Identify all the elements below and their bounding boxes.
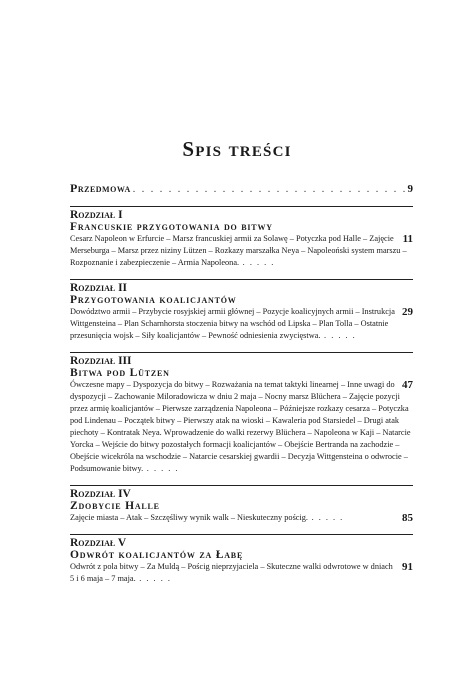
chapter-number: Rozdział IV [70,488,131,500]
dot-leader: . . . . . [320,331,357,340]
chapter-description: Ówczesne mapy – Dyspozycja do bitwy – Rozważania na temat taktyki linearnej – Inne uwagi do dyspozycji – Zachowanie Miloradowicza w dniu 2 maja – Nocny marsz Blüchera – Zajęcie pozycji przez armię koalicjantów – Pierwsze zarządzenia Napoleona – Późniejsze rozkazy cesarza – Potyczka pod Lindenau – Początek bitwy – Pierwszy atak na wioski – Kawaleria pod Starsiedel – Drugi atak piechoty – Kontratak Neya. Wprowadzenie do walki rezerwy Blüchera – Napoleona w Kaji – Natarcie Yorcka – Wejście do bitwy pozostałych formacji koalicjantów – Obejście Bertranda na zachodzie – Obejście wicekróla na wschodzie – Natarcie cesarskiej gwardii – Decyzja Wittgensteina o odwrocie – Podsumowanie bitwy. . . . . . [70,380,411,473]
chapter-leader-and-page [320,331,356,340]
chapter-number: Rozdział I [70,209,123,221]
chapter-page-number: 91 [402,561,413,573]
chapter-description-row [70,512,413,524]
chapter-title: Przygotowania koalicjantów [70,294,237,306]
chapter-title: Odwrót koalicjantów za Łabę [70,549,244,561]
toc-chapter-entry[interactable] [70,485,413,524]
toc-chapter-entry[interactable] [70,534,413,585]
chapter-description-row [70,561,413,585]
chapter-list [70,206,413,585]
chapter-title: Bitwa pod Lützen [70,367,170,379]
chapter-number: Rozdział III [70,355,132,367]
toc-chapter-entry[interactable] [70,352,413,475]
chapter-description: Zajęcie miasta – Atak – Szczęśliwy wynik walk – Nieskuteczny pościg. . . . . . [70,513,344,522]
preface-label: Przedmowa [70,181,131,195]
chapter-page-number: 47 [402,379,413,391]
dot-leader [133,184,406,195]
chapter-number: Rozdział V [70,537,127,549]
dot-leader: . . . . . [239,258,275,267]
dot-leader: . . . . . [143,464,179,473]
chapter-description-row [70,379,413,475]
toc-chapter-entry[interactable] [70,279,413,342]
chapter-number: Rozdział II [70,282,128,294]
table-of-contents [70,181,413,585]
chapter-description-row [70,306,413,342]
toc-preface-entry[interactable] [70,181,413,196]
toc-chapter-entry[interactable] [70,206,413,269]
dot-leader: . . . . . [308,513,344,522]
chapter-title: Francuskie przygotowania do bitwy [70,221,273,233]
chapter-description: Odwrót z pola bitwy – Za Muldą – Pościg nieprzyjaciela – Skuteczne walki odwrotowe w dniach 5 i 6 maja – 7 maja. . . . . . [70,562,393,583]
chapter-description: Dowództwo armii – Przybycie rosyjskiej armii głównej – Pozycje koalicyjnych armii – Instrukcja Wittgensteina – Plan Scharnhorsta stoczenia bitwy na wschód od Lipska – Plan Tolla – Ostatnie przesunięcia wojsk – Siły koalicjantów – Pewność odniesienia zwycięstwa. . . . . . [70,307,395,340]
dot-leader: . . . . . [135,574,172,583]
chapter-leader-and-page [143,464,179,473]
chapter-page-number: 29 [402,306,413,318]
chapter-leader-and-page [308,513,344,522]
chapter-leader-and-page [136,574,172,583]
chapter-page-number: 85 [402,512,413,524]
preface-page-number: 9 [407,183,413,195]
chapter-title: Zdobycie Halle [70,500,160,512]
chapter-page-number: 11 [402,233,413,245]
chapter-description: Cesarz Napoleon w Erfurcie – Marsz francuskiej armii za Solawę – Potyczka pod Halle – Zajęcie Merseburga – Marsz przez niziny Lützen – Rozkazy marszałka Neya – Napoleoński system marszu – Rozpoznanie i zabezpieczenie – Armia Napoleona. . . . . . [70,234,407,267]
chapter-leader-and-page [239,258,275,267]
chapter-description-row [70,233,413,269]
page-title: Spis treści [182,137,292,161]
